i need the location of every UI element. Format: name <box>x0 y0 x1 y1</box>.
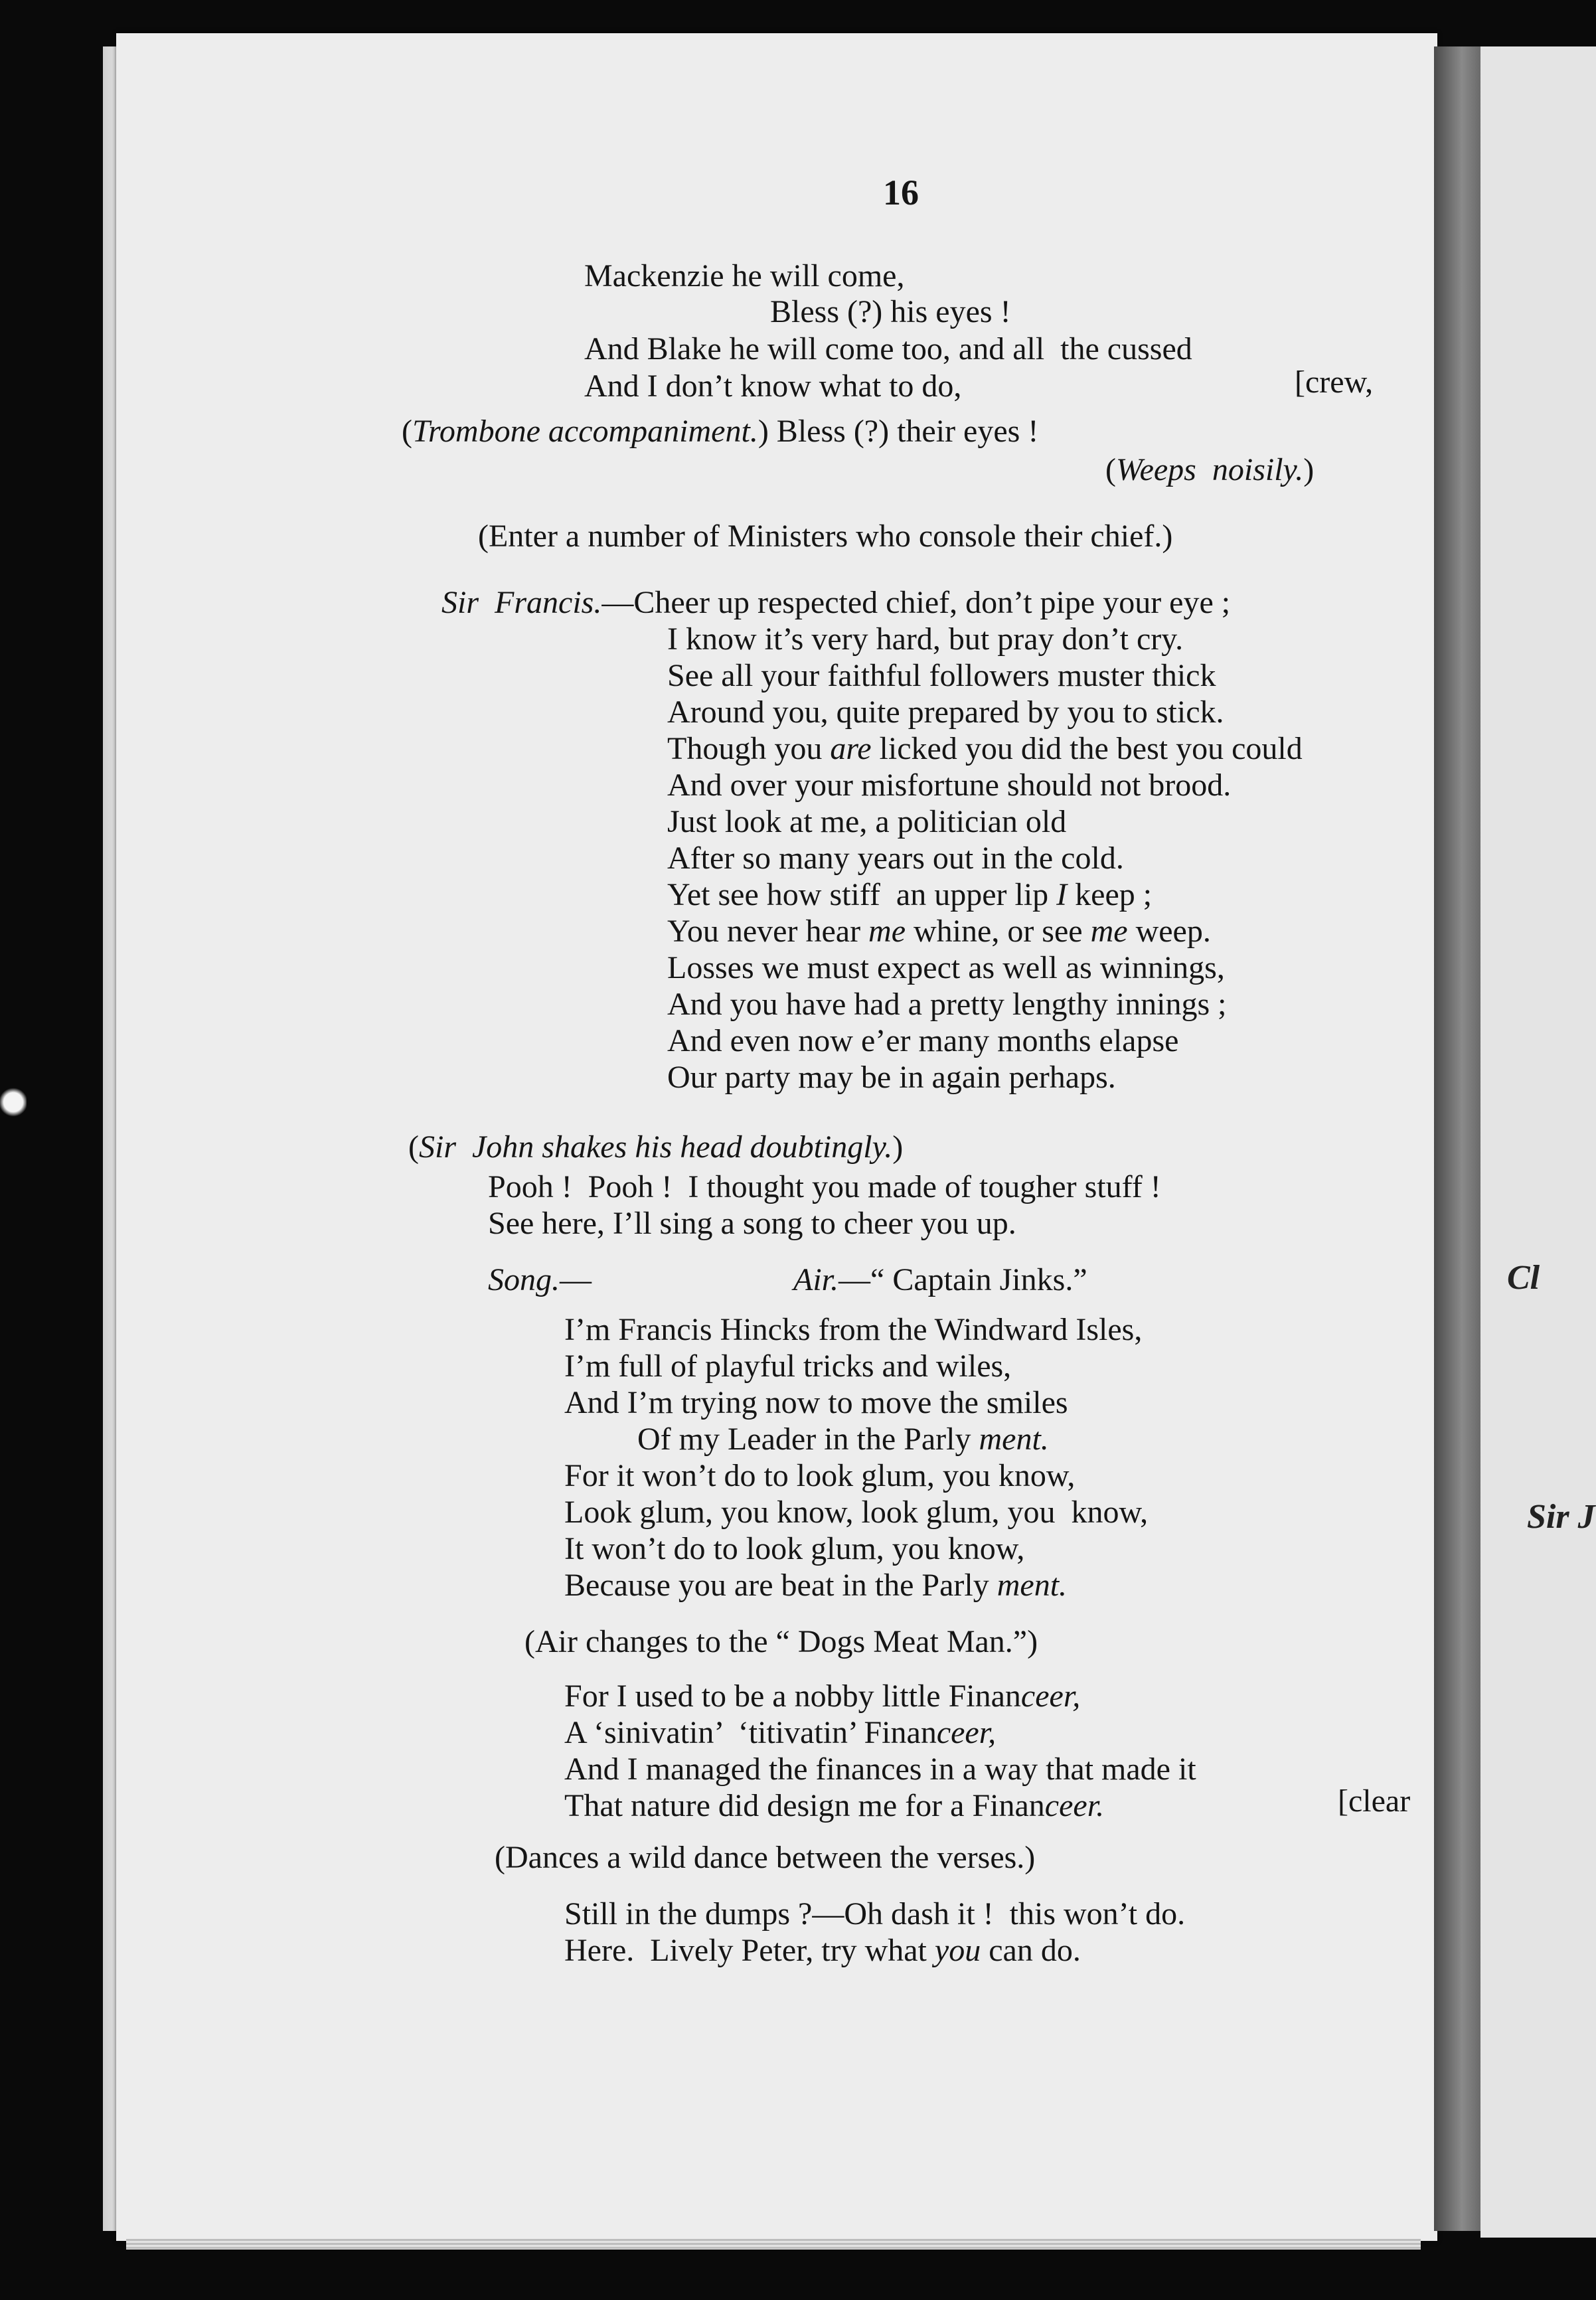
facing-page-fragment: Sir J <box>1527 1498 1595 1536</box>
stage-direction <box>408 1129 903 1166</box>
stage-direction <box>402 413 1038 450</box>
roman-text: I’m Francis Hincks from the Windward Isles, <box>564 1312 1143 1347</box>
facing-page-fragment: Cl <box>1507 1259 1540 1297</box>
roman-text: (Dances a wild dance between the verses.) <box>495 1840 1036 1875</box>
stage-direction <box>495 1839 1035 1876</box>
song-line <box>1338 1783 1410 1820</box>
roman-text: ( <box>1105 452 1116 487</box>
italic-text: me <box>868 914 906 949</box>
roman-text: —“ Captain Jinks.” <box>838 1262 1087 1297</box>
roman-text: licked you did the best you could <box>871 731 1303 766</box>
roman-text: That nature did design me for a Finan <box>564 1788 1045 1823</box>
speech-line <box>667 913 1211 950</box>
song-line <box>564 1494 1148 1531</box>
roman-text: ) <box>892 1129 904 1165</box>
speech-line <box>667 1059 1116 1096</box>
roman-text: ( <box>408 1129 419 1165</box>
roman-text: And over your misfortune should not brood. <box>667 768 1232 803</box>
stage-direction <box>524 1623 1038 1661</box>
italic-text: you <box>934 1933 981 1968</box>
roman-text: Because you are beat in the Parly <box>564 1568 997 1603</box>
roman-text: Here. Lively Peter, try what <box>564 1933 935 1968</box>
roman-text: I’m full of playful tricks and wiles, <box>564 1349 1012 1384</box>
speech-line <box>667 730 1303 768</box>
italic-text: ment. <box>979 1422 1049 1457</box>
roman-text: See all your faithful followers muster thick <box>667 658 1216 693</box>
roman-text: Just look at me, a politician old <box>667 804 1067 839</box>
italic-text: ceer, <box>1020 1679 1081 1714</box>
roman-text: —Cheer up respected chief, don’t pipe your eye ; <box>601 585 1231 620</box>
stage-direction <box>478 518 1172 555</box>
roman-text: It won’t do to look glum, you know, <box>564 1531 1025 1566</box>
song-line <box>564 1751 1196 1788</box>
page-number: 16 <box>883 173 919 212</box>
song-line <box>564 1457 1075 1495</box>
speech-line <box>667 803 1066 841</box>
roman-text: (Air changes to the “ Dogs Meat Man.”) <box>524 1624 1038 1659</box>
roman-text: I know it’s very hard, but pray don’t cry. <box>667 621 1184 657</box>
song-line <box>564 1384 1068 1422</box>
roman-text: Around you, quite prepared by you to stick. <box>667 695 1224 730</box>
roman-text: And even now e’er many months elapse <box>667 1023 1179 1058</box>
speech-line <box>441 584 1230 621</box>
roman-text: For it won’t do to look glum, you know, <box>564 1458 1076 1493</box>
song-line <box>564 1714 996 1752</box>
roman-text: Look glum, you know, look glum, you know, <box>564 1495 1149 1530</box>
roman-text: [clear <box>1338 1783 1411 1819</box>
song-line <box>564 1787 1104 1825</box>
roman-text: can do. <box>981 1933 1081 1968</box>
verse-line <box>584 331 1192 368</box>
italic-text: are <box>830 731 872 766</box>
speech-line <box>667 986 1227 1023</box>
roman-text: Losses we must expect as well as winnings, <box>667 950 1225 985</box>
speech-line <box>488 1205 1016 1242</box>
verse-line <box>1295 364 1373 401</box>
roman-text: Still in the dumps ?—Oh dash it ! this won’t do. <box>564 1896 1186 1931</box>
speech-line <box>564 1932 1081 1969</box>
song-line <box>564 1311 1142 1349</box>
roman-text: keep ; <box>1067 877 1153 912</box>
speech-line <box>667 949 1225 987</box>
roman-text: Mackenzie he will come, <box>584 258 905 293</box>
stage-direction <box>1105 452 1314 489</box>
italic-text: Air. <box>793 1262 839 1297</box>
song-heading <box>488 1262 592 1299</box>
speech-line <box>667 767 1231 804</box>
italic-text: Sir John shakes his head doubtingly. <box>418 1129 893 1165</box>
roman-text: Of my Leader in the Parly <box>637 1422 979 1457</box>
roman-text: You never hear <box>667 914 869 949</box>
roman-text: whine, or see <box>906 914 1091 949</box>
roman-text: — <box>560 1262 592 1297</box>
roman-text: See here, I’ll sing a song to cheer you up. <box>488 1206 1016 1241</box>
italic-text: ceer, <box>936 1715 997 1750</box>
roman-text: After so many years out in the cold. <box>667 841 1124 876</box>
speech-line <box>488 1169 1161 1206</box>
roman-text: Pooh ! Pooh ! I thought you made of tougher stuff ! <box>488 1169 1161 1204</box>
speech-line <box>667 621 1183 658</box>
roman-text: Though you <box>667 731 831 766</box>
song-line <box>564 1530 1024 1568</box>
italic-text: ceer. <box>1044 1788 1105 1823</box>
roman-text: And you have had a pretty lengthy innings ; <box>667 987 1227 1022</box>
roman-text: weep. <box>1127 914 1211 949</box>
roman-text: Our party may be in again perhaps. <box>667 1060 1116 1095</box>
verse-line <box>770 293 1011 331</box>
verse-line <box>584 368 961 405</box>
roman-text: And I managed the finances in a way that made it <box>564 1752 1196 1787</box>
speech-line <box>564 1896 1185 1933</box>
roman-text: Yet see how stiff an upper lip <box>667 877 1057 912</box>
italic-text: ment. <box>997 1568 1068 1603</box>
italic-text: Song. <box>488 1262 560 1297</box>
italic-text: Trombone accompaniment. <box>412 414 758 449</box>
song-line <box>564 1567 1067 1604</box>
song-line <box>564 1348 1011 1385</box>
roman-text: And Blake he will come too, and all the cussed <box>584 331 1192 367</box>
italic-text: I <box>1056 877 1068 912</box>
roman-text: ) Bless (?) their eyes ! <box>758 414 1039 449</box>
italic-text: me <box>1090 914 1128 949</box>
speech-line <box>667 694 1224 731</box>
roman-text: And I’m trying now to move the smiles <box>564 1385 1068 1420</box>
speech-line <box>667 657 1216 695</box>
song-line <box>637 1421 1049 1458</box>
speech-line <box>667 876 1152 914</box>
italic-text: Sir Francis. <box>441 585 602 620</box>
speech-line <box>667 840 1124 877</box>
italic-text: Weeps noisily. <box>1115 452 1304 487</box>
roman-text: [crew, <box>1295 365 1374 400</box>
speech-line <box>667 1023 1178 1060</box>
roman-text: And I don’t know what to do, <box>584 369 962 404</box>
roman-text: For I used to be a nobby little Finan <box>564 1679 1021 1714</box>
roman-text: A ‘sinivatin’ ‘titivatin’ Finan <box>564 1715 937 1750</box>
song-air <box>793 1262 1087 1299</box>
roman-text: (Enter a number of Ministers who console their chief.) <box>478 519 1173 554</box>
roman-text: ) <box>1303 452 1315 487</box>
roman-text: ( <box>402 414 412 449</box>
song-line <box>564 1678 1080 1715</box>
roman-text: Bless (?) his eyes ! <box>770 294 1011 329</box>
verse-line <box>584 258 904 295</box>
